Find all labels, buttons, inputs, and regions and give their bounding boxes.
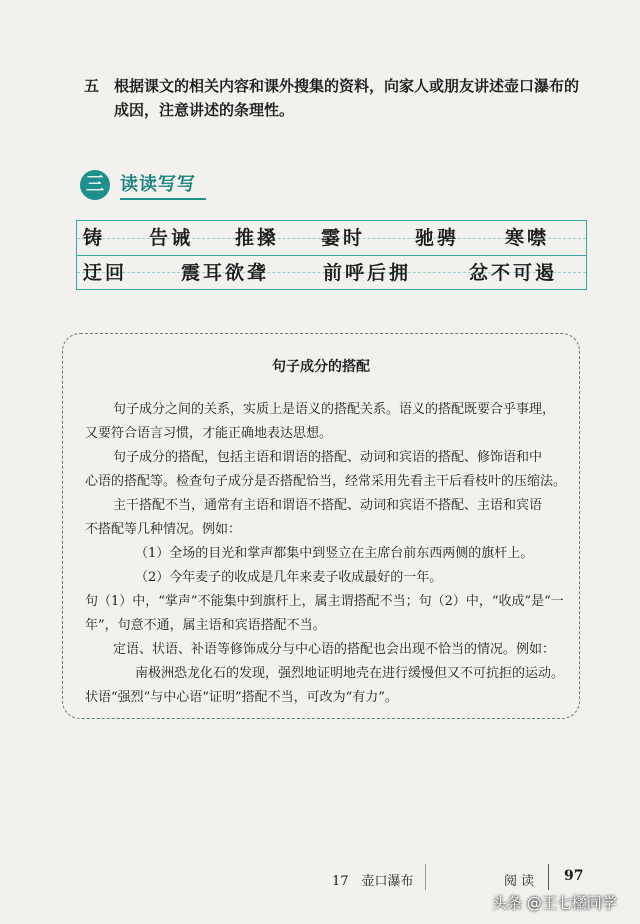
word: 驰骋	[415, 227, 460, 249]
footer-divider	[425, 864, 426, 890]
exercise-line: 成因，注意讲述的条理性。	[114, 101, 295, 119]
box-title: 句子成分的搭配	[272, 359, 370, 375]
footer-section: 阅读	[504, 874, 539, 889]
word: 推搡	[235, 227, 280, 249]
word: 霎时	[321, 227, 366, 249]
word: 前呼后拥	[323, 262, 412, 284]
box-line: 不搭配等几种情况。例如：	[85, 522, 242, 537]
word: 铸	[83, 227, 106, 249]
box-line: 句子成分之间的关系，实质上是语义的搭配关系。语义的搭配既要合乎事理，	[113, 402, 556, 417]
section-underline	[120, 198, 206, 200]
box-line: （1）全场的目光和掌声都集中到竖立在主席台前东西两侧的旗杆上。	[135, 546, 534, 561]
word-row-1	[77, 221, 586, 255]
box-line: 句子成分的搭配，包括主语和谓语的搭配、动词和宾语的搭配、修饰语和中	[113, 450, 543, 465]
box-line: 主干搭配不当，通常有主语和谓语不搭配、动词和宾语不搭配、主语和宾语	[113, 498, 543, 513]
word: 震耳欲聋	[181, 262, 270, 284]
word-grid	[76, 220, 587, 290]
box-line: （2）今年麦子的收成是几年来麦子收成最好的一年。	[135, 570, 443, 585]
page-number: 97	[564, 868, 584, 884]
exercise-number: 五	[84, 77, 100, 95]
word-row-2	[77, 256, 586, 290]
box-line: 状语“强烈”与中心语“证明”搭配不当，可改为“有力”。	[85, 690, 398, 705]
footer-chapter: 17 壶口瀑布	[332, 874, 414, 889]
knowledge-box	[62, 333, 580, 719]
box-line: 年”，句意不通，属主语和宾语搭配不当。	[85, 618, 326, 633]
word: 忿不可遏	[469, 262, 558, 284]
word: 告诫	[149, 227, 194, 249]
box-line: 句（1）中，“掌声”不能集中到旗杆上，属主谓搭配不当；句（2）中，“收成”是“一	[85, 594, 564, 609]
box-line: 定语、状语、补语等修饰成分与中心语的搭配也会出现不恰当的情况。例如：	[113, 642, 556, 657]
section-number-badge: 三	[80, 170, 110, 200]
footer-divider	[548, 864, 549, 890]
word: 迂回	[83, 262, 128, 284]
box-line: 又要符合语言习惯，才能正确地表达思想。	[85, 426, 333, 441]
watermark: 头条 @王七橘同学	[492, 894, 617, 912]
box-line: 心语的搭配等。检查句子成分是否搭配恰当，经常采用先看主干后看枝叶的压缩法。	[85, 474, 567, 489]
exercise-line: 根据课文的相关内容和课外搜集的资料，向家人或朋友讲述壶口瀑布的	[114, 77, 580, 95]
box-line: 南极洲恐龙化石的发现，强烈地证明地壳在进行缓慢但又不可抗拒的运动。	[135, 666, 565, 681]
exercise-text	[114, 74, 594, 122]
word: 寒噤	[505, 227, 550, 249]
section-title: 读读写写	[120, 174, 196, 195]
